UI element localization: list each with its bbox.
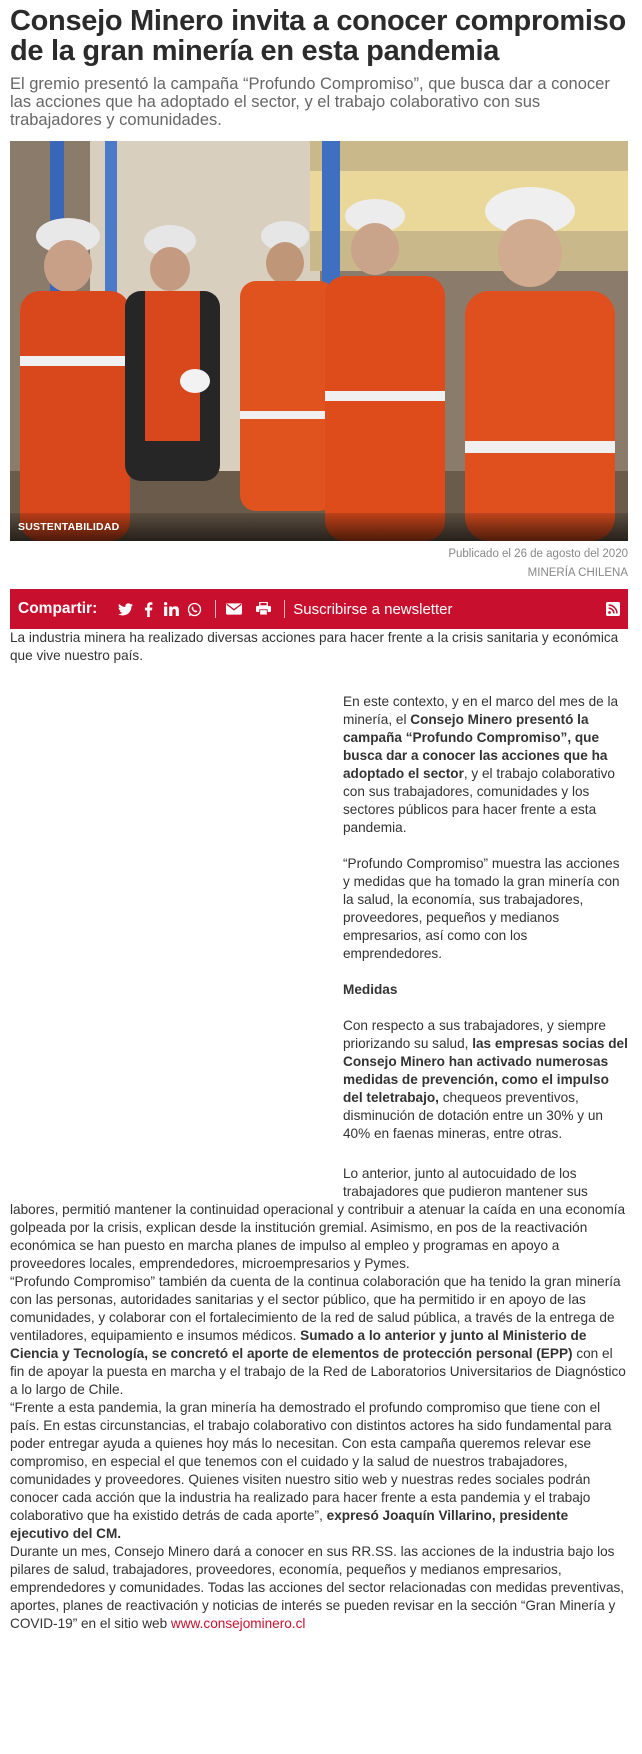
print-icon[interactable] [253, 599, 273, 619]
article-body [10, 629, 628, 1633]
text: , y el trabajo colaborativo con sus trabajadores, comunidades y los sectores públicos para hacer frente a esta pandemia. [343, 766, 615, 835]
headline: Consejo Minero invita a conocer compromiso de la gran minería en esta pandemia [10, 5, 626, 67]
text: chequeos preventivos, disminución de dotación entre un 30% y un 40% en faenas mineras, entre otras. [343, 1090, 603, 1141]
subtitle: El gremio presentó la campaña “Profundo Compromiso”, que busca dar a conocer las acciones que ha adoptado el sector, y el trabajo colaborativo con sus trabajadores y comunidades. [10, 75, 610, 129]
hero-image [10, 141, 628, 541]
bold-text: expresó Joaquín Villarino, presidente ejecutivo del CM. [10, 1508, 569, 1541]
section-heading: Medidas [343, 982, 398, 997]
source-label: MINERÍA CHILENA [527, 567, 628, 579]
text: En este contexto, y en el marco del mes de la minería, el [343, 694, 619, 727]
text: Con respecto a sus trabajadores, y siempre priorizando su salud, [343, 1018, 606, 1051]
paragraph [10, 1399, 628, 1543]
text: Lo anterior, junto al autocuidado de los trabajadores que pudieron mantener sus [343, 1166, 588, 1199]
text: “Profundo Compromiso” también da cuenta de la continua colaboración que ha tenido la gran minería con las personas, autoridades sanitarias y el sector público, que ha permitido ir en apoyo de las comunidades, y colaborar con el fortalecimiento de la red de salud pública, a través de la entrega de ventiladores, equipamiento e insumos médicos. [10, 1274, 621, 1343]
article [10, 0, 628, 1633]
bold-text: las empresas socias del Consejo Minero han activado numerosas medidas de prevención, como el impulso del teletrabajo, [343, 1036, 628, 1105]
email-icon[interactable] [224, 599, 244, 619]
website-link[interactable]: www.consejominero.cl [170, 1616, 306, 1631]
whatsapp-icon[interactable] [184, 599, 204, 619]
twitter-icon[interactable] [115, 599, 135, 619]
bold-text: Consejo Minero presentó la campaña “Profundo Compromiso”, que busca dar a conocer las acciones que ha adoptado el sector [343, 712, 608, 781]
right-column [343, 693, 628, 1143]
paragraph: “Profundo Compromiso” muestra las acciones y medidas que ha tomado la gran minería con la salud, la economía, sus trabajadores, proveedores, pequeños y medianos empresarios, así como con los emprendedores. [343, 856, 620, 961]
linkedin-icon[interactable] [161, 599, 181, 619]
share-divider [215, 600, 216, 618]
paragraph [343, 693, 628, 837]
category-tag[interactable]: SUSTENTABILIDAD [10, 513, 628, 541]
share-bar [10, 589, 628, 629]
paragraph [10, 1273, 628, 1399]
publish-date: Publicado el 26 de agosto del 2020 [448, 548, 628, 560]
two-column-section [10, 693, 628, 1273]
text: con el fin de apoyar la puesta en marcha y el trabajo de la Red de Laboratorios Universitarios de Diagnóstico a lo largo de Chile. [10, 1346, 626, 1397]
bold-text: Sumado a lo anterior y junto al Ministerio de Ciencia y Tecnología, se concretó el aporte de elementos de protección personal (EPP) [10, 1328, 587, 1361]
share-label: Compartir: [18, 600, 98, 617]
newsletter-link[interactable]: Suscribirse a newsletter [293, 600, 453, 618]
text: Durante un mes, Consejo Minero dará a conocer en sus RR.SS. las acciones de la industria bajo los pilares de salud, trabajadores, proveedores, economía, pequeños y medianos empresarios, emprendedores y comunidades. Todas las acciones del sector relacionadas con medidas preventivas, aportes, planes de reactivación y noticias de interés se pueden revisar en la sección “Gran Minería y COVID-19” en el sitio web [10, 1544, 625, 1631]
hero-photo [10, 141, 628, 541]
quote-text: “Frente a esta pandemia, la gran minería ha demostrado el profundo compromiso que tiene con el país. En estas circunstancias, el trabajo colaborativo con distintos actores ha sido fundamental para poder entregar ayuda a quienes hoy más lo necesitan. Con esta campaña queremos relevar ese compromiso, en especial el que tenemos con el cuidado y la salud de nuestros trabajadores, comunidades y proveedores. Quienes visiten nuestro sitio web y nuestras redes sociales podrán conocer cada acción que la industria ha realizado para hacer frente a esta pandemia y el trabajo colaborativo que ha existido detrás de cada aporte”, [10, 1400, 612, 1523]
share-divider [284, 600, 285, 618]
paragraph [343, 1017, 628, 1143]
paragraph [10, 1165, 628, 1273]
text: labores, permitió mantener la continuidad operacional y contribuir a atenuar la caída en una economía golpeada por la crisis, explican desde la institución gremial. Asimismo, en pos de la reactivación económica se han puesto en marcha planes de impulso al empleo y programas en apoyo a proveedores locales, emprendedores, microempresarios y Pymes. [10, 1202, 626, 1271]
facebook-icon[interactable] [138, 599, 158, 619]
rss-icon[interactable] [606, 602, 620, 616]
paragraph: La industria minera ha realizado diversas acciones para hacer frente a la crisis sanitaria y económica que vive nuestro país. [10, 630, 619, 663]
article-meta [10, 548, 628, 579]
paragraph [10, 1543, 628, 1633]
